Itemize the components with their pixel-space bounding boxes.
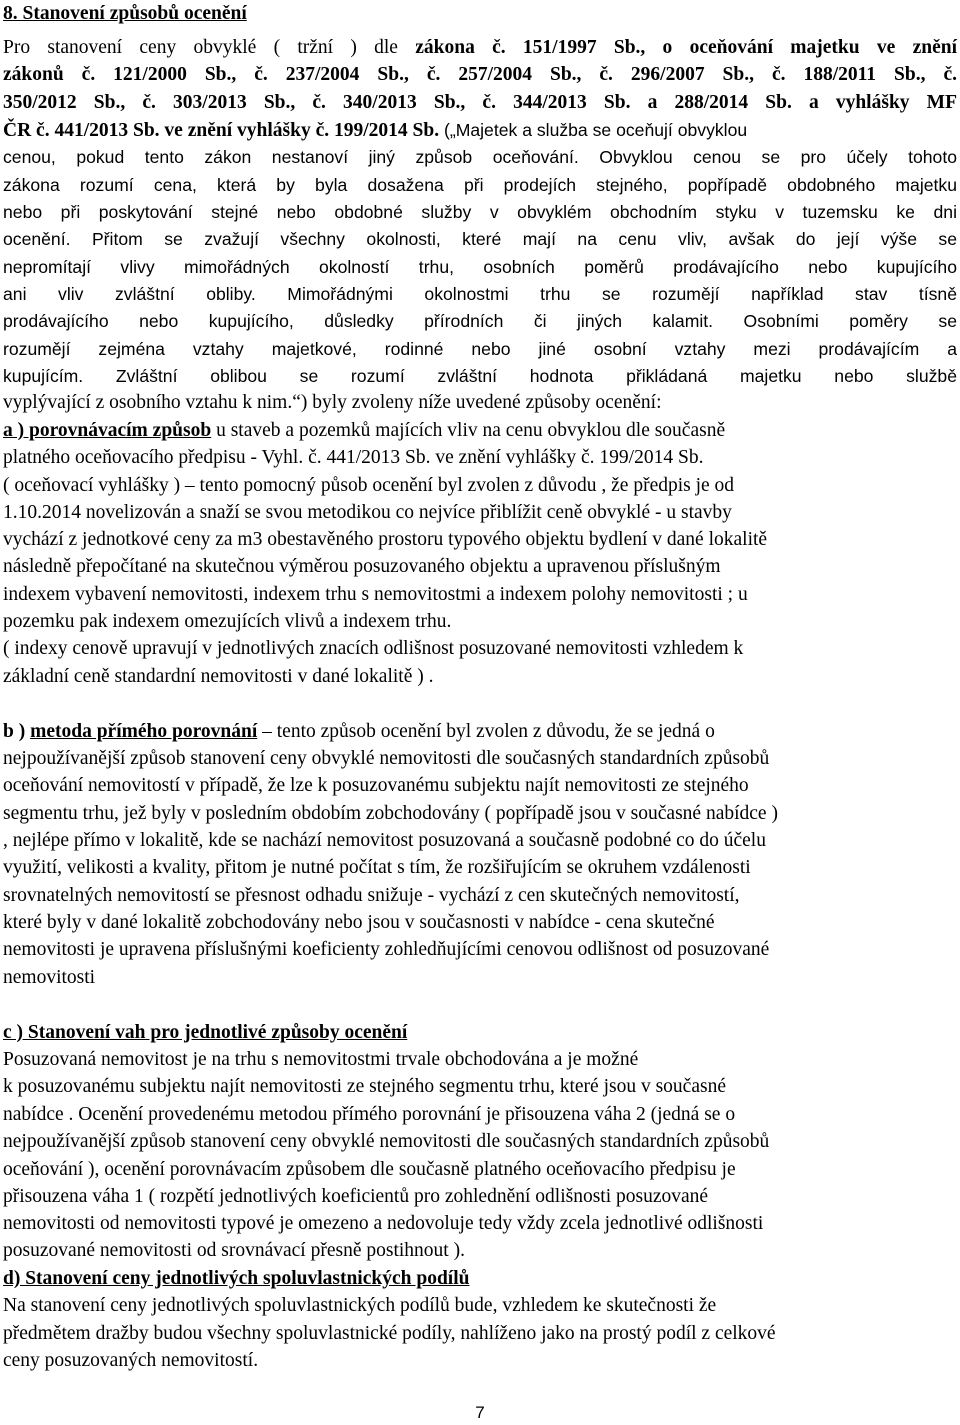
method-b-line-5: , nejlépe přímo v lokalitě, kde se nachází nemovitost posuzovaná a současně podobné co do účelu	[3, 830, 766, 851]
method-b-line-2: nejpoužívanější způsob stanovení ceny obvyklé nemovitosti dle současných standardních způsobů	[3, 748, 770, 769]
method-a-line-7: indexem vybavení nemovitosti, indexem trhu s nemovitostmi a indexem polohy nemovitosti ; u	[3, 584, 748, 605]
method-b-line-6: využití, velikosti a kvality, přitom je nutné počítat s tím, že rozšiřujícím se okruhem vzdálenosti	[3, 857, 751, 878]
method-a-line-4: 1.10.2014 novelizován a snaží se svou metodikou co nejvíce přiblížit ceně obvyklé - u stavby	[3, 502, 732, 523]
method-a-line-10: základní ceně standardní nemovitosti v dané lokalitě ) .	[3, 666, 434, 687]
intro-line-6: zákona rozumí cena, která by byla dosažena při prodejích stejného, popřípadě obdobného majetku	[3, 175, 957, 195]
intro-line-4: ČR č. 441/2013 Sb. ve znění vyhlášky č. 199/2014 Sb. („Majetek a služba se oceňují obvyklou	[3, 120, 748, 141]
method-a-line-2: platného oceňovacího předpisu - Vyhl. č. 441/2013 Sb. ve znění vyhlášky č. 199/2014 Sb.	[3, 447, 704, 468]
method-b-line-3: oceňování nemovitostí v případě, že lze k posuzovanému subjektu najít nemovitosti ze stejného	[3, 775, 749, 796]
intro-line-14: vyplývající z osobního vztahu k nim.“) byly zvoleny níže uvedené způsoby ocenění:	[3, 392, 662, 413]
weights-line-8: posuzované nemovitosti od srovnávací přesně postihnout ).	[3, 1240, 465, 1261]
shares-heading: d) Stanovení ceny jednotlivých spoluvlastnických podílů	[3, 1268, 470, 1289]
method-b-line-4: segmentu trhu, jež byly v posledním obdobím zobchodovány ( popřípadě jsou v současné nabídce )	[3, 803, 778, 824]
weights-line-6: přisouzena váha 1 ( rozpětí jednotlivých koeficientů pro zohlednění odlišnosti posuzované	[3, 1186, 709, 1207]
intro-line-13: kupujícím. Zvláštní oblibou se rozumí zvláštní hodnota přikládaná majetku nebo službě	[3, 366, 957, 386]
intro-line-2: zákonů č. 121/2000 Sb., č. 237/2004 Sb., č. 257/2004 Sb., č. 296/2007 Sb., č. 188/2011 Sb., č.	[3, 64, 957, 85]
shares-line-1: Na stanovení ceny jednotlivých spoluvlastnických podílů bude, vzhledem ke skutečnosti že	[3, 1295, 717, 1316]
weights-heading: c ) Stanovení vah pro jednotlivé způsoby ocenění	[3, 1022, 408, 1043]
intro-line-7: nebo při poskytování stejné nebo obdobné služby v obvyklém obchodním styku v tuzemsku ke dni	[3, 202, 957, 222]
method-a-line-5: vychází z jednotkové ceny za m3 obestavěného prostoru typového objektu bydlení v dané lokalitě	[3, 529, 768, 550]
intro-line-3: 350/2012 Sb., č. 303/2013 Sb., č. 340/2013 Sb., č. 344/2013 Sb. a 288/2014 Sb. a vyhlášky MF	[3, 92, 957, 113]
method-a-label: a ) porovnávacím způsob	[3, 420, 212, 441]
method-a-line-1: a ) porovnávacím způsob u staveb a pozemků majících vliv na cenu obvyklou dle současně	[3, 420, 726, 441]
method-b-line-1: b ) metoda přímého porovnání – tento způsob ocenění byl zvolen z důvodu, že se jedná o	[3, 721, 715, 742]
shares-line-3: ceny posuzovaných nemovitostí.	[3, 1350, 259, 1371]
method-b-line-7: srovnatelných nemovitostí se přesnost odhadu snižuje - vychází z cen skutečných nemovitostí,	[3, 885, 740, 906]
page-number: 7	[475, 1403, 485, 1422]
intro-line-8: ocenění. Přitom se zvažují všechny okolnosti, které mají na cenu vliv, avšak do její výše se	[3, 229, 957, 249]
method-b-line-8: které byly v dané lokalitě zobchodovány nebo jsou v současnosti v nabídce - cena skutečné	[3, 912, 715, 933]
method-a-line-3: ( oceňovací vyhlášky ) – tento pomocný působ ocenění byl zvolen z důvodu , že předpis je od	[3, 475, 735, 496]
intro-line-11: prodávajícího nebo kupujícího, důsledky přírodních či jiných kalamit. Osobními poměry se	[3, 311, 957, 331]
intro-line-9: nepromítají vlivy mimořádných okolností trhu, osobních poměrů prodávajícího nebo kupujícího	[3, 257, 957, 277]
method-b-line-9: nemovitosti je upravena příslušnými koeficienty zohledňujícími cenovou odlišnost od posuzované	[3, 939, 770, 960]
method-b-label: metoda přímého porovnání	[30, 721, 258, 742]
intro-line-1: Pro stanovení ceny obvyklé ( tržní ) dle zákona č. 151/1997 Sb., o oceňování majetku ve znění	[3, 37, 957, 58]
method-a-line-6: následně přepočítané na skutečnou výměrou posuzovaného objektu a upravenou příslušným	[3, 556, 721, 577]
method-a-line-9: ( indexy cenově upravují v jednotlivých znacích odlišnost posuzované nemovitosti vzhledem k	[3, 638, 744, 659]
shares-line-2: předmětem dražby budou všechny spoluvlastnické podíly, nahlíženo jako na prostý podíl z celkové	[3, 1323, 776, 1344]
weights-line-3: nabídce . Ocenění provedenému metodou přímého porovnání je přisouzena váha 2 (jedná se o	[3, 1104, 736, 1125]
section-heading: 8. Stanovení způsobů ocenění	[3, 3, 247, 24]
weights-line-7: nemovitosti od nemovitosti typové je omezeno a nedovoluje tedy vždy zcela jednotlivé odlišnosti	[3, 1213, 764, 1234]
weights-line-4: nejpoužívanější způsob stanovení ceny obvyklé nemovitosti dle současných standardních způsobů	[3, 1131, 770, 1152]
weights-line-2: k posuzovanému subjektu najít nemovitosti ze stejného segmentu trhu, které jsou v současné	[3, 1076, 726, 1097]
intro-line-10: ani vliv zvláštní obliby. Mimořádnými okolnostmi trhu se rozumějí například stav tísně	[3, 284, 957, 304]
method-b-line-10: nemovitosti	[3, 967, 96, 988]
weights-line-1: Posuzovaná nemovitost je na trhu s nemovitostmi trvale obchodována a je možné	[3, 1049, 639, 1070]
method-a-line-8: pozemku pak indexem omezujících vlivů a indexem trhu.	[3, 611, 452, 632]
intro-line-12: rozumějí zejména vztahy majetkové, rodinné nebo jiné osobní vztahy mezi prodávajícím a	[3, 339, 957, 359]
weights-line-5: oceňování ), ocenění porovnávacím způsobem dle současně platného oceňovacího předpisu je	[3, 1159, 736, 1180]
intro-line-5: cenou, pokud tento zákon nestanoví jiný způsob oceňování. Obvyklou cenou se pro účely tohoto	[3, 147, 957, 167]
